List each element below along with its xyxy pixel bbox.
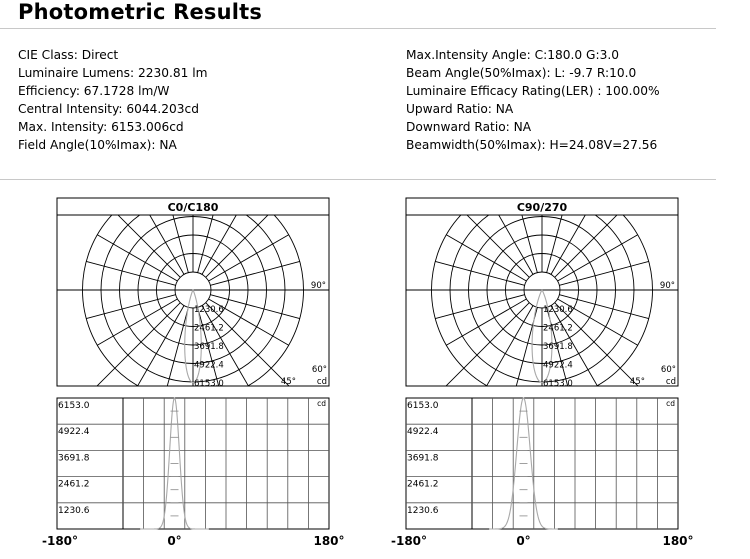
linear-chart-2: [57, 398, 329, 529]
polar-angle-label-60: 60°: [660, 365, 676, 375]
polar-spoke: [547, 183, 571, 272]
polar-spoke: [198, 183, 222, 272]
polar-spoke: [559, 295, 648, 319]
info-beam-angle: Beam Angle(50%Imax): L: -9.7 R:10.0: [406, 66, 637, 80]
linear-y-tick-label: 6153.0: [407, 401, 439, 411]
polar-angle-label-60: 60°: [311, 365, 327, 375]
polar-spoke: [259, 7, 529, 277]
info-max-intensity-angle: Max.Intensity Angle: C:180.0 G:3.0: [406, 48, 619, 62]
linear-y-tick-label: 4922.4: [58, 427, 90, 438]
linear-unit-label: cd: [317, 399, 326, 408]
polar-spoke: [86, 261, 175, 285]
polar-radial-tick-label: 2461.2: [194, 323, 224, 334]
linear-y-tick-label: 1230.6: [58, 505, 90, 516]
polar-spoke: [435, 261, 524, 285]
polar-spoke: [513, 183, 537, 272]
linear-x-tick-label: 180°: [313, 534, 345, 548]
polar-title: C90/270: [516, 201, 568, 214]
polar-angle-label-45: 45°: [280, 377, 296, 387]
polar-spoke: [0, 7, 180, 277]
info-downward-ratio: Downward Ratio: NA: [406, 120, 532, 134]
linear-x-tick-label: 0°: [167, 534, 182, 548]
linear-x-tick-label: -180°: [390, 534, 428, 548]
polar-angle-label-90: 90°: [310, 281, 326, 291]
linear-frame: [57, 398, 329, 529]
info-luminaire-lumens: Luminaire Lumens: 2230.81 lm: [18, 66, 208, 80]
linear-y-tick-label: 3691.8: [58, 453, 90, 464]
polar-spoke: [435, 295, 524, 319]
polar-unit-label: cd: [316, 377, 327, 387]
polar-radial-tick-label: 2461.2: [543, 323, 573, 334]
linear-chart-3: [406, 398, 678, 529]
linear-y-tick-label: 4922.4: [407, 427, 439, 438]
polar-radial-tick-label: 1230.6: [543, 305, 573, 315]
polar-spoke: [555, 303, 750, 559]
info-max-intensity: Max. Intensity: 6153.006cd: [18, 120, 184, 134]
linear-unit-label: cd: [666, 399, 675, 408]
info-beamwidth: Beamwidth(50%Imax): H=24.08V=27.56: [406, 138, 658, 152]
polar-radial-tick-label: 6153.0: [543, 379, 573, 389]
polar-spoke: [555, 7, 750, 277]
polar-unit-label: cd: [665, 377, 676, 387]
linear-y-tick-label: 1230.6: [407, 505, 439, 516]
linear-x-tick-label: -180°: [41, 534, 79, 548]
linear-y-tick-label: 2461.2: [58, 479, 90, 490]
linear-y-tick-label: 3691.8: [407, 453, 439, 464]
polar-spoke: [86, 295, 175, 319]
linear-frame: [406, 398, 678, 529]
polar-spoke: [164, 183, 188, 272]
polar-radial-tick-label: 6153.0: [194, 379, 224, 389]
polar-angle-label-45: 45°: [629, 377, 645, 387]
info-central-intensity: Central Intensity: 6044.203cd: [18, 102, 199, 116]
linear-y-tick-label: 6153.0: [58, 401, 90, 411]
linear-y-tick-label: 2461.2: [407, 479, 439, 490]
info-upward-ratio: Upward Ratio: NA: [406, 102, 514, 116]
info-field-angle: Field Angle(10%Imax): NA: [18, 138, 177, 152]
polar-radial-tick-label: 1230.6: [194, 305, 224, 315]
info-efficiency: Efficiency: 67.1728 lm/W: [18, 84, 170, 98]
polar-angle-label-90: 90°: [659, 281, 675, 291]
polar-radial-tick-label: 4922.4: [194, 360, 224, 371]
polar-spoke: [0, 303, 180, 559]
info-ler: Luminaire Efficacy Rating(LER) : 100.00%: [406, 84, 660, 98]
polar-radial-tick-label: 3691.8: [543, 342, 573, 352]
info-cie-class: CIE Class: Direct: [18, 48, 119, 62]
polar-spoke: [206, 7, 476, 277]
linear-x-tick-label: 180°: [662, 534, 694, 548]
page-title: Photometric Results: [18, 0, 263, 24]
polar-spoke: [210, 261, 299, 285]
polar-title: C0/C180: [167, 201, 219, 214]
polar-radial-tick-label: 4922.4: [543, 360, 573, 371]
linear-x-tick-label: 0°: [516, 534, 531, 548]
polar-radial-tick-label: 3691.8: [194, 342, 224, 352]
polar-spoke: [559, 261, 648, 285]
polar-spoke: [210, 295, 299, 319]
